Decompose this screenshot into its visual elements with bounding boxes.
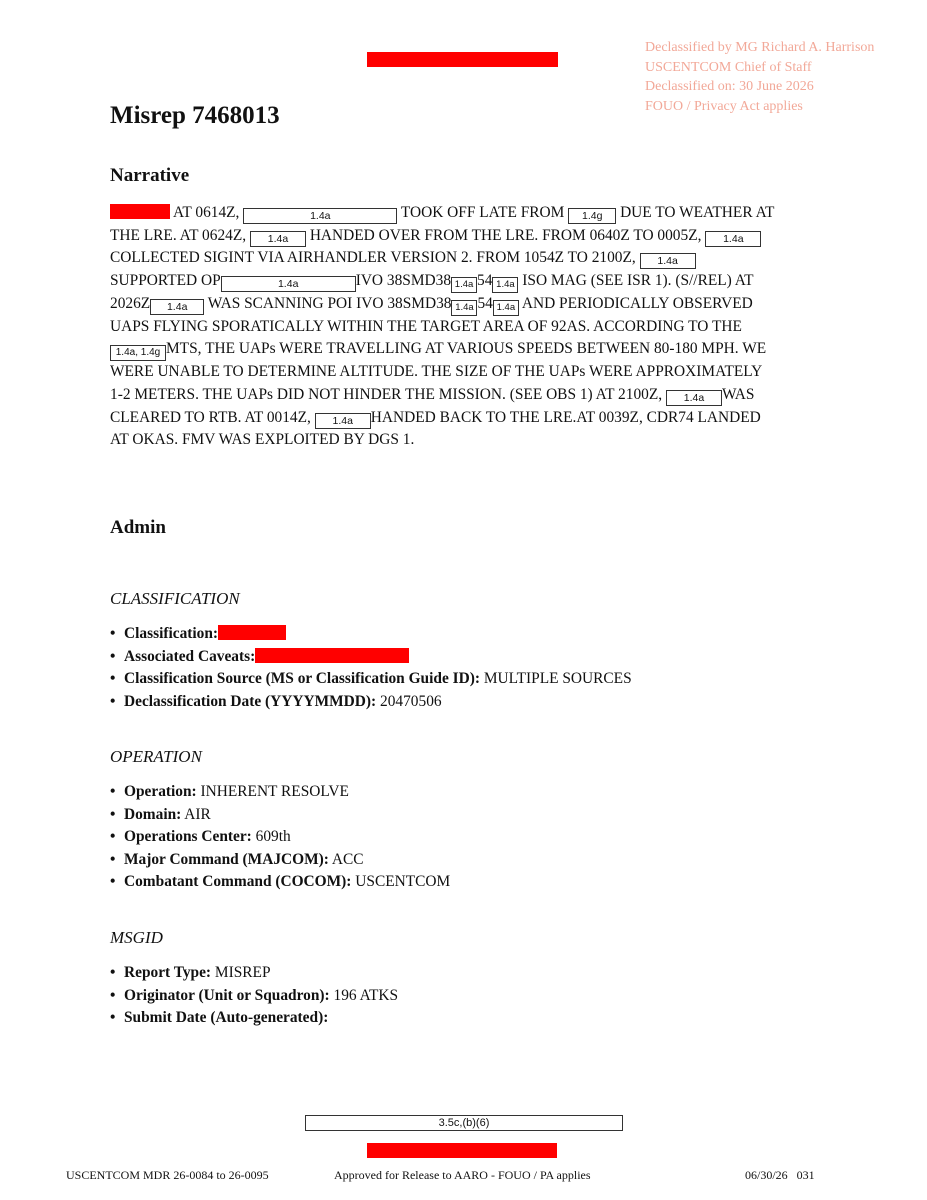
stamp-line: USCENTCOM Chief of Staff — [645, 59, 812, 75]
field-declassification-date — [110, 691, 632, 714]
field-label: Declassification Date (YYYYMMDD): — [124, 692, 377, 710]
field-submit-date — [110, 1007, 398, 1030]
field-associated-caveats — [110, 646, 632, 669]
narrative-text: ISO MAG (SEE ISR 1). (S//REL) AT — [522, 271, 754, 289]
footer-redaction-code-box: 3.5c,(b)(6) — [305, 1115, 623, 1131]
footer-left: USCENTCOM MDR 26-0084 to 26-0095 — [66, 1168, 269, 1182]
field-value: 609th — [251, 828, 291, 846]
narrative-line — [110, 384, 822, 407]
narrative-text: 2026Z — [110, 294, 151, 312]
msgid-section-label: MSGID — [110, 928, 163, 947]
redaction-code-box: 1.4a — [250, 231, 306, 247]
field-label: Originator (Unit or Squadron): — [124, 986, 330, 1004]
narrative-text: HANDED BACK TO THE LRE.AT 0039Z, CDR74 LANDED — [370, 408, 761, 426]
field-label: Combatant Command (COCOM): — [124, 873, 352, 891]
redaction-code-box: 1.4a — [493, 300, 519, 316]
field-originator — [110, 985, 398, 1008]
redaction-code-box: 1.4a — [243, 208, 397, 224]
redaction-code-box: 1.4a — [221, 276, 356, 292]
narrative-text: IVO 38SMD38 — [355, 271, 452, 289]
field-redaction — [218, 625, 286, 640]
field-majcom — [110, 849, 450, 872]
redaction-code-box: 1.4a — [492, 277, 518, 293]
stamp-line: Declassified by MG Richard A. Harrison — [645, 40, 875, 55]
field-label: Operation: — [124, 783, 197, 800]
field-value: MULTIPLE SOURCES — [479, 670, 632, 688]
redaction-code-box: 1.4g — [568, 208, 616, 224]
redaction-code-box: 1.4a — [451, 300, 477, 316]
field-label: Report Type: — [124, 964, 212, 981]
narrative-line — [110, 293, 822, 316]
narrative-text: MTS, THE UAPs WERE TRAVELLING AT VARIOUS SPEEDS BETWEEN 80-180 MPH. WE — [166, 340, 767, 358]
field-classification — [110, 623, 632, 646]
stamp-line: FOUO / Privacy Act applies — [645, 98, 803, 114]
narrative-text: AND PERIODICALLY OBSERVED — [521, 294, 753, 312]
field-cocom — [110, 871, 450, 894]
narrative-line — [110, 202, 822, 225]
narrative-line — [110, 247, 822, 270]
field-value: 196 ATKS — [329, 986, 399, 1004]
msgid-fields — [110, 962, 398, 1030]
narrative-text: THE LRE. AT 0624Z, — [110, 226, 247, 244]
narrative-line — [110, 338, 822, 361]
field-label: Operations Center: — [124, 828, 252, 846]
field-value: USCENTCOM — [351, 873, 451, 891]
narrative-text: AT 0614Z, — [170, 204, 240, 221]
field-value: ACC — [328, 850, 364, 868]
narrative-text: WAS — [721, 385, 755, 403]
narrative-text: COLLECTED SIGINT VIA AIRHANDLER VERSION 2. FROM 1054Z TO 2100Z, — [110, 249, 636, 267]
footer-right: 06/30/26 031 — [745, 1168, 815, 1182]
admin-heading: Admin — [110, 517, 166, 538]
field-value: AIR — [181, 805, 211, 823]
field-classification-source — [110, 668, 632, 691]
footer-center: Approved for Release to AARO - FOUO / PA applies — [334, 1168, 591, 1182]
narrative-line: WERE UNABLE TO DETERMINE ALTITUDE. THE SIZE OF THE UAPs WERE APPROXIMATELY — [110, 363, 763, 381]
field-label: Classification: — [124, 625, 219, 642]
declassification-stamp — [645, 38, 915, 116]
narrative-body — [110, 202, 822, 452]
operation-section-label: OPERATION — [110, 747, 202, 766]
field-operation — [110, 781, 450, 804]
narrative-text: CLEARED TO RTB. AT 0014Z, — [110, 408, 311, 426]
field-report-type — [110, 962, 398, 985]
field-value: 20470506 — [376, 692, 442, 710]
redaction-code-box: 1.4a — [640, 253, 696, 269]
redaction-code-box: 1.4a — [315, 413, 371, 429]
narrative-text: SUPPORTED OP — [110, 271, 221, 289]
narrative-text: TOOK OFF LATE FROM — [400, 204, 565, 221]
narrative-text: HANDED OVER FROM THE LRE. FROM 0640Z TO 0005Z, — [309, 226, 702, 244]
stamp-line: Declassified on: 30 June 2026 — [645, 79, 814, 94]
footer-redaction — [367, 1143, 557, 1158]
field-operations-center — [110, 826, 450, 849]
narrative-text: 1-2 METERS. THE UAPs DID NOT HINDER THE MISSION. (SEE OBS 1) AT 2100Z, — [110, 385, 663, 403]
document-title: Misrep 7468013 — [110, 102, 280, 129]
field-label: Associated Caveats: — [124, 647, 256, 665]
narrative-line — [110, 407, 822, 430]
narrative-text: WAS SCANNING POI IVO 38SMD38 — [207, 294, 452, 312]
operation-fields — [110, 781, 450, 894]
top-redaction — [367, 52, 558, 67]
redaction-code-box: 1.4a — [451, 277, 477, 293]
redaction-code-box: 1.4a — [705, 231, 761, 247]
narrative-text: 54 — [477, 294, 493, 312]
classification-fields — [110, 623, 632, 713]
field-value: MISREP — [211, 964, 271, 981]
classification-section-label: CLASSIFICATION — [110, 589, 240, 608]
field-domain — [110, 804, 450, 827]
field-redaction — [255, 648, 409, 663]
narrative-line: UAPS FLYING SPORATICALLY WITHIN THE TARGET AREA OF 92AS. ACCORDING TO THE — [110, 317, 742, 335]
field-label: Submit Date (Auto-generated): — [124, 1009, 329, 1027]
field-label: Major Command (MAJCOM): — [124, 850, 329, 868]
narrative-line: AT OKAS. FMV WAS EXPLOITED BY DGS 1. — [110, 431, 415, 449]
redaction-code-box: 1.4a, 1.4g — [110, 345, 166, 361]
redaction-code-box: 1.4a — [666, 390, 722, 406]
field-value: INHERENT RESOLVE — [196, 783, 349, 800]
redaction-code-box: 1.4a — [150, 299, 204, 315]
narrative-line — [110, 225, 822, 248]
narrative-line — [110, 270, 822, 293]
inline-redaction — [110, 204, 170, 219]
narrative-text: 54 — [477, 271, 493, 289]
narrative-text: DUE TO WEATHER AT — [620, 204, 775, 221]
field-label: Classification Source (MS or Classification Guide ID): — [124, 670, 480, 688]
narrative-heading: Narrative — [110, 165, 190, 186]
field-label: Domain: — [124, 805, 182, 823]
